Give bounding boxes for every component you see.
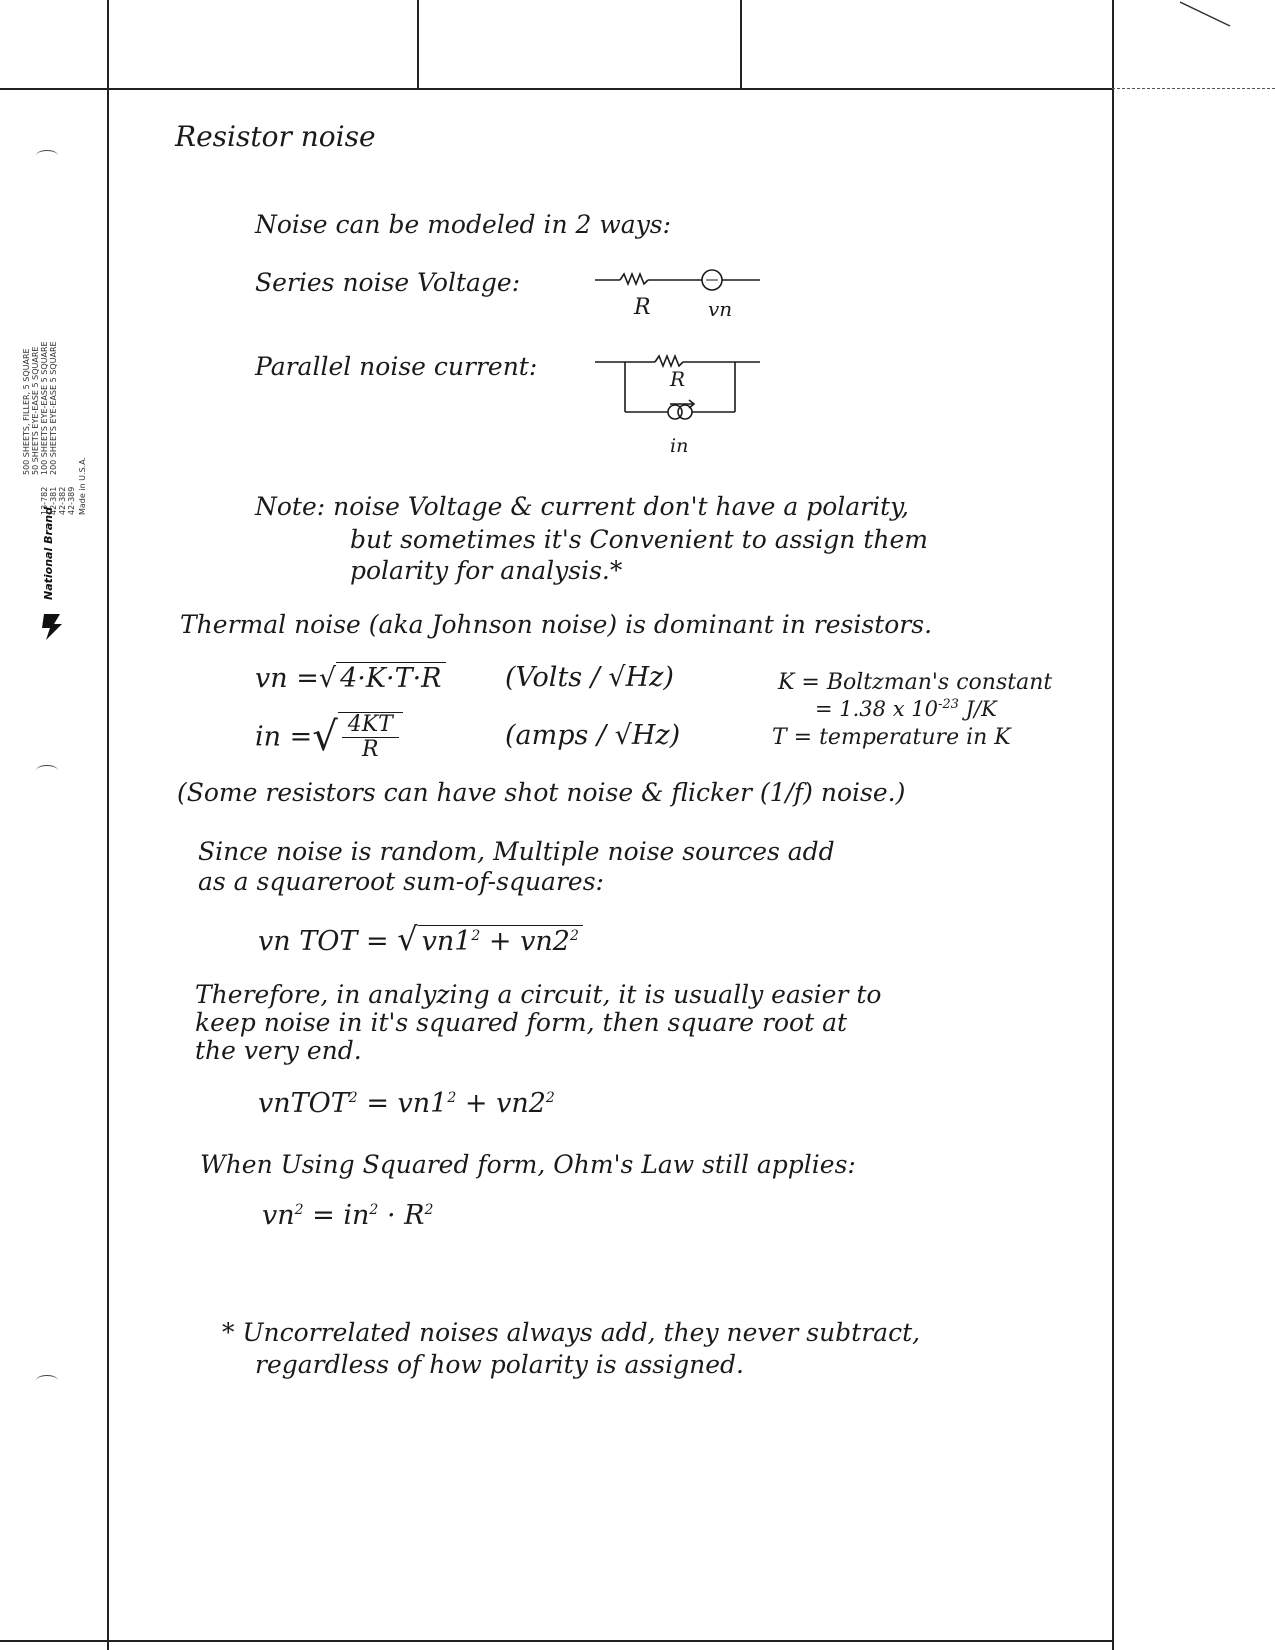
note-line-3: polarity for analysis.* bbox=[350, 556, 623, 585]
parallel-label: Parallel noise current: bbox=[255, 352, 538, 381]
margin-mark bbox=[36, 765, 58, 776]
eq-in-numerator: 4KT bbox=[342, 713, 399, 738]
eq-vn-lhs: vn = bbox=[255, 663, 319, 694]
series-wire bbox=[595, 270, 760, 290]
right-margin-line bbox=[1112, 0, 1114, 1650]
pad-brand: National Brand bbox=[42, 506, 55, 600]
thermal-noise-text: Thermal noise (aka Johnson noise) is dominant in resistors. bbox=[180, 610, 933, 639]
series-circuit-diagram bbox=[590, 262, 770, 324]
constant-t: T = temperature in K bbox=[772, 725, 1011, 750]
parallel-resistor-label: R bbox=[670, 367, 686, 391]
pad-logo-icon bbox=[40, 612, 64, 642]
pad-origin: Made in U.S.A. bbox=[78, 456, 87, 515]
eq-squared: vnTOT$^2$ = $vn1^2 + vn2^2$ bbox=[258, 1088, 555, 1119]
left-margin-line bbox=[107, 0, 109, 1650]
margin-mark bbox=[36, 150, 58, 161]
modeled-intro: Noise can be modeled in 2 ways: bbox=[255, 210, 672, 239]
parallel-source-label: in bbox=[670, 435, 689, 457]
note-line-2: but sometimes it's Convenient to assign them bbox=[350, 525, 928, 554]
other-noise-text: (Some resistors can have shot noise & flicker (1/f) noise.) bbox=[177, 778, 906, 807]
constant-k: K = Boltzman's constant bbox=[778, 670, 1053, 695]
pad-codes: 13-782 42-381 42-382 42-389 bbox=[40, 486, 76, 515]
header-line-dashed bbox=[1112, 88, 1275, 89]
parallel-circuit-diagram bbox=[590, 348, 770, 458]
header-divider-2 bbox=[740, 0, 742, 88]
resistor-symbol bbox=[655, 356, 683, 366]
therefore-line-2: keep noise in it's squared form, then square root at bbox=[195, 1008, 848, 1037]
eq-vn-radicand: 4·K·T·R bbox=[336, 662, 445, 694]
eq-vn: vn =√ 4·K·T·R bbox=[255, 662, 446, 694]
eq-in-lhs: in = bbox=[255, 721, 313, 753]
constant-k-value: = 1.38 x $10^{-23}$ J/K bbox=[815, 697, 997, 721]
series-resistor-label: R bbox=[634, 295, 651, 320]
eq-in-denominator: R bbox=[362, 737, 379, 762]
eq-tot: vn TOT = √ $vn1^2 + vn2^2$ bbox=[258, 920, 583, 958]
header-line bbox=[0, 88, 1112, 90]
header-divider-1 bbox=[417, 0, 419, 88]
therefore-line-3: the very end. bbox=[195, 1036, 362, 1065]
corner-mark bbox=[1180, 0, 1275, 30]
pad-descriptions: 500 SHEETS, FILLER, 5 SQUARE 50 SHEETS EYE-EASE 5 SQUARE 100 SHEETS EYE-EASE 5 SQUARE 200 SHEETS EYE-EASE 5 SQUARE bbox=[22, 341, 58, 475]
footnote-line-1: * Uncorrelated noises always add, they never subtract, bbox=[222, 1318, 921, 1347]
eq-ohm: $vn^2 = in^2 \cdot R^2$ bbox=[262, 1200, 434, 1231]
footnote-line-2: regardless of how polarity is assigned. bbox=[255, 1350, 744, 1379]
eq-vn-units: (Volts / √Hz) bbox=[505, 662, 674, 693]
bottom-line bbox=[0, 1640, 1112, 1642]
eq-in: in =√ $\frac{4KT}{R}$ bbox=[255, 712, 403, 762]
series-source-label: vn bbox=[708, 297, 733, 321]
eq-in-units: (amps / √Hz) bbox=[505, 720, 681, 751]
margin-mark bbox=[36, 1375, 58, 1386]
resistor-symbol bbox=[620, 274, 648, 284]
random-line-2: as a squareroot sum-of-squares: bbox=[198, 867, 604, 896]
note-line-1: Note: noise Voltage & current don't have a polarity, bbox=[255, 492, 909, 521]
ohm-text: When Using Squared form, Ohm's Law still applies: bbox=[200, 1150, 856, 1179]
page-title: Resistor noise bbox=[175, 120, 376, 153]
eq-tot-lhs: vn TOT = bbox=[258, 926, 389, 957]
random-line-1: Since noise is random, Multiple noise sources add bbox=[198, 837, 835, 866]
series-label: Series noise Voltage: bbox=[255, 268, 521, 297]
therefore-line-1: Therefore, in analyzing a circuit, it is usually easier to bbox=[195, 980, 882, 1009]
